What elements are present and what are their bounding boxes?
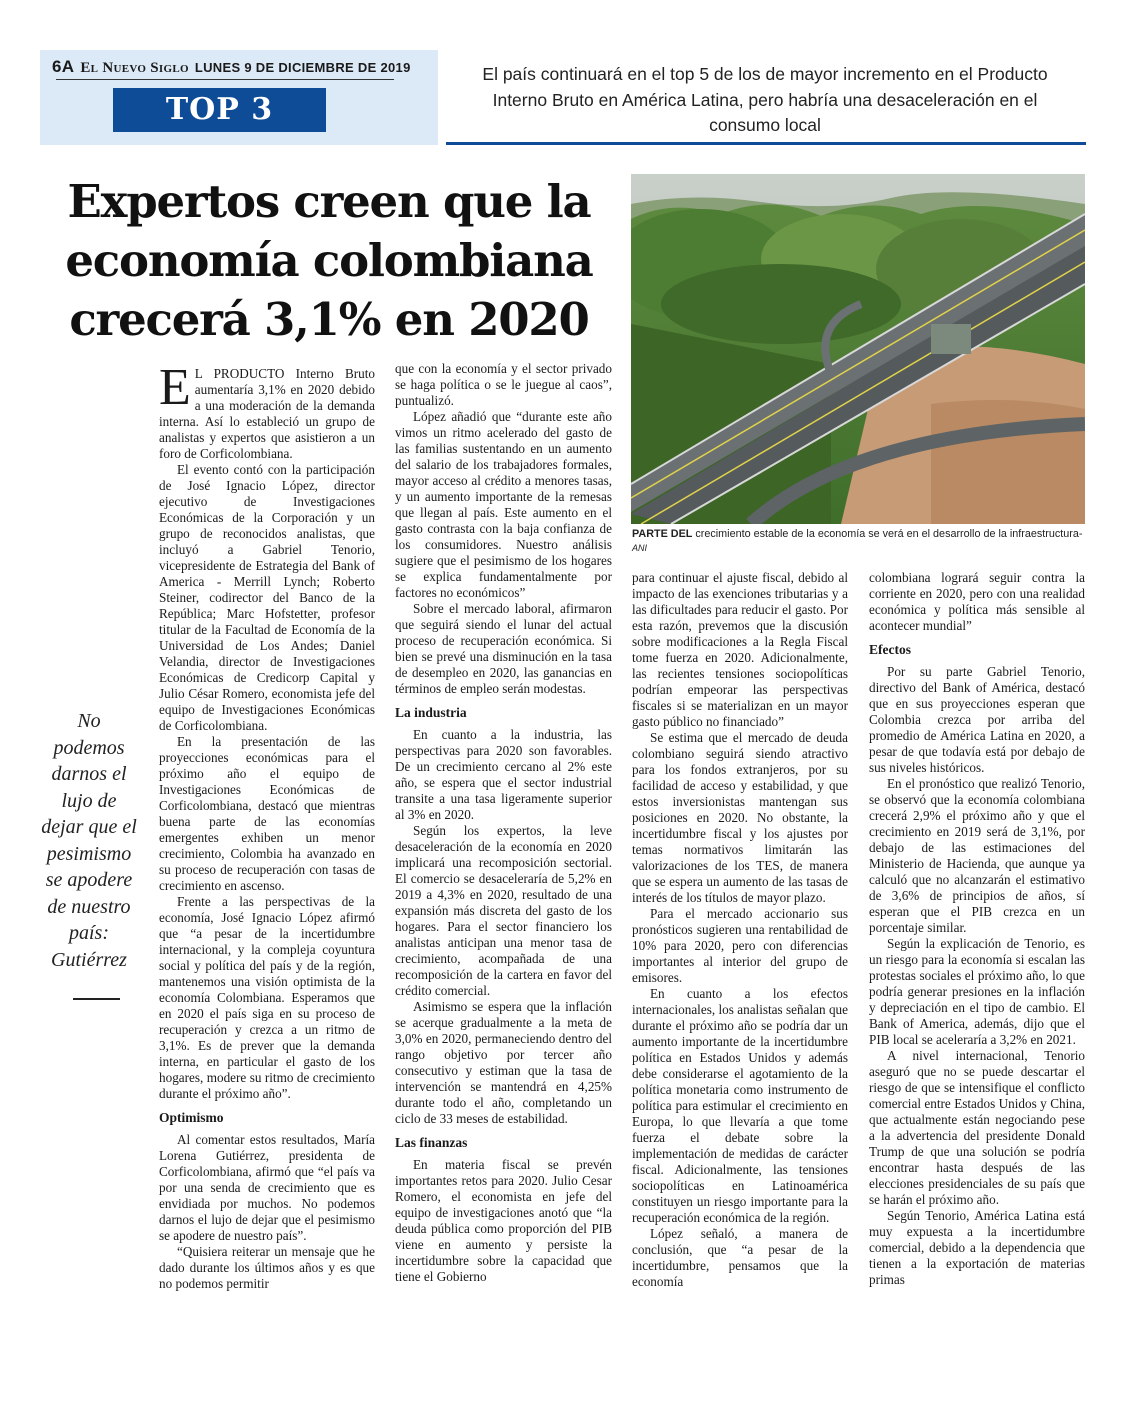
photo-credit: ANI	[632, 543, 648, 553]
folio-rule	[56, 79, 394, 80]
paragraph: López señaló, a manera de conclusión, que “a pesar de la incertidumbre, pensamos que la economía	[632, 1226, 848, 1289]
caption-lead: PARTE DEL	[632, 528, 693, 540]
paragraph: Según los expertos, la leve desaceleración de la economía en 2020 implicará una recomposición sectorial. El comercio se desaceleraría de 5,2% en 2019 a 4,3% en 2020, resultado de una expansión más discreta del gasto de los hogares. Para el sector financiero los analistas anticipan una menor tasa de crecimiento, acompañada de una recomposición de la cartera en favor del crédito comercial.	[395, 823, 612, 998]
paragraph: En materia fiscal se prevén importantes retos para 2020. Julio Cesar Romero, el economista en jefe del equipo de investigaciones anotó que “la deuda pública como proporción del PIB viene en aumento y persiste la incertidumbre sobre la capacidad que tiene el Gobierno	[395, 1157, 612, 1284]
photo-caption	[632, 527, 1084, 555]
subhead: Las finanzas	[395, 1135, 468, 1150]
paragraph-text: Interno Bruto aumentaría 3,1% en 2020 debido a una moderación de la demanda interna. Así lo estableció un grupo de analistas y expertos que asistieron a un foro de Corficolombiana.	[159, 366, 375, 461]
subhead: Optimismo	[159, 1110, 224, 1125]
paragraph: “Quisiera reiterar un mensaje que he dado durante los últimos años y es que no podemos permitir	[159, 1244, 375, 1291]
paragraph: López añadió que “durante este año vimos un ritmo acelerado del gasto de las familias sustentando en un aumento del salario de los trabajadores formales, mayor acceso al crédito a menores tasas, y un aumento importante de la remesas que llegan al país. Este aumento en el gasto contrasta con la baja confianza de los consumidores. Nuestro análisis sugiere que el pesimismo de los hogares se explica fundamentalmente por factores no económicos”	[395, 409, 612, 600]
subhead: Efectos	[869, 642, 911, 657]
newspaper-name: El Nuevo Siglo	[80, 60, 189, 76]
paragraph: Sobre el mercado laboral, afirmaron que seguirá siendo el lunar del actual proceso de recuperación económica. Si bien se prevé una disminución en la tasa de desempleo en 2020, las ganancias en términos de empleo serán modestas.	[395, 601, 612, 696]
headline: Expertos creen que la economía colombiana crecerá 3,1% en 2020	[65, 175, 593, 346]
paragraph: En la presentación de las proyecciones económicas para el próximo año el equipo de Investigaciones Económicas de Corficolombiana, destacó que mientras buena parte de las economías emergentes exhiben un menor crecimiento, Colombia ha avanzado en su proceso de recuperación con tasas de crecimiento en ascenso.	[159, 734, 375, 893]
paragraph: para continuar el ajuste fiscal, debido al impacto de las exenciones tributarias y a las dificultades para reducir el gasto. Por esta razón, prevemos que la discusión sobre modificaciones a la Regla Fiscal tome fuerza en 2020. Adicionalmente, las recientes tensiones sociopolíticas podrían empeorar las perspectivas fiscales si se materializan en un mayor gasto público no financiado”	[632, 570, 848, 729]
article-column-1	[159, 359, 375, 1292]
paragraph: Al comentar estos resultados, María Lorena Gutiérrez, presidenta de Corficolombiana, afirmó que “el país va por una senda de crecimiento que es envidiada por muchos. No podemos darnos el lujo de dejar que el pesimismo se apodere de nuestro país”.	[159, 1132, 375, 1243]
section-label: TOP 3	[113, 88, 326, 132]
paragraph: Para el mercado accionario sus pronósticos sugieren una rentabilidad de 10% para 2020, pero con diferencias importantes al interior del grupo de emisores.	[632, 906, 848, 985]
paragraph: Por su parte Gabriel Tenorio, directivo del Bank of América, destacó que en sus proyecciones esperan que Colombia crezca por arriba del promedio de América Latina en 2020, a pesar de que todavía está por debajo de sus niveles históricos.	[869, 664, 1085, 775]
drop-cap: E	[159, 359, 191, 416]
page-number: 6A	[52, 57, 75, 76]
pull-quote: No podemos darnos el lujo de dejar que el pesimismo se apodere de nuestro país: Gutiérrez	[41, 710, 137, 971]
paragraph: El evento contó con la participación de José Ignacio López, director ejecutivo de Investigaciones Económicas de la Corporación y un grupo de reconocidos analistas, que incluyó a Gabriel Tenorio, vicepresidente de Estrategia del Bank of America - Merrill Lynch; Roberto Steiner, codirector del Banco de la República; Marc Hofstetter, profesor titular de la Facultad de Economía de la Universidad de Los Andes; Daniel Velandia, director de Investigaciones Económicas de Credicorp Capital y Julio César Romero, economista jefe del equipo de Investigaciones Económicas de Corficolombiana.	[159, 462, 375, 733]
lead-in: L PRODUCTO	[194, 366, 285, 381]
issue-date: LUNES 9 DE DICIEMBRE DE 2019	[194, 60, 411, 75]
deck: El país continuará en el top 5 de los de mayor incremento en el Producto Interno Bruto en América Latina, pero habría una desaceleración en el consumo local	[482, 64, 1048, 135]
deck-rule	[446, 142, 1086, 145]
paragraph: que con la economía y el sector privado se haga política o se le juegue al caos”, puntualizó.	[395, 361, 612, 408]
paragraph	[159, 359, 375, 462]
article-column-2	[395, 361, 612, 1285]
paragraph: En cuanto a los efectos internacionales, los analistas señalan que durante el próximo año se podría dar un aumento importante de la incertidumbre política en Estados Unidos y además debe considerarse el agotamiento de la política monetaria como instrumento de política para estimular el crecimiento en Europa, lo que llevaría a que tome fuerza el debate sobre la implementación de medidas de carácter fiscal. Adicionalmente, las tensiones sociopolíticas en Latinoamérica constituyen un riesgo importante para la recuperación económica de la región.	[632, 986, 848, 1225]
folio	[52, 57, 411, 77]
article-column-3	[632, 570, 848, 1290]
paragraph: Asimismo se espera que la inflación se acerque gradualmente a la meta de 3,0% en 2020, permaneciendo dentro del rango objetivo por tercer año consecutivo y estiman que la tasa de intervención se mantendrá en 4,25% durante todo el año, completando un ciclo de 33 meses de estabilidad.	[395, 999, 612, 1126]
article-column-4	[869, 570, 1085, 1288]
paragraph: colombiana logrará seguir contra la corriente en 2020, pero con una realidad económica y política más sensible al acontecer mundial”	[869, 570, 1085, 633]
paragraph: Según la explicación de Tenorio, es un riesgo para la economía si escalan las protestas sociales el próximo año, lo que podría generar presiones en la inflación y depreciación en el tipo de cambio. El Bank of America, además, dijo que el PIB local se aceleraría a 3,2% en 2021.	[869, 936, 1085, 1047]
paragraph: Frente a las perspectivas de la economía, José Ignacio López afirmó que “a pesar de la incertidumbre internacional, y la compleja coyuntura social y política del país y de la región, mantenemos una visión optimista de la economía Colombiana. Esperamos que en 2020 el país siga en su proceso de recuperación y crezca a un ritmo de 3,1%. Es de prever que la demanda interna, en particular el gasto de los hogares, modere su ritmo de crecimiento durante el próximo año”.	[159, 894, 375, 1101]
subhead: La industria	[395, 705, 467, 720]
paragraph: Según Tenorio, América Latina está muy expuesta a la incertidumbre comercial, debido a la dependencia que tienen a la exportación de materias primas	[869, 1208, 1085, 1287]
paragraph: A nivel internacional, Tenorio aseguró que no se puede descartar el riesgo de que se intensifique el conflicto comercial entre Estados Unidos y China, que actualmente están negociando pese a la advertencia del presidente Donald Trump de que una solución se podría encontrar hasta después de las elecciones presidenciales de su país que se harán el próximo año.	[869, 1048, 1085, 1207]
highway-photo	[631, 174, 1085, 524]
pull-quote-rule	[73, 998, 120, 1000]
caption-text: crecimiento estable de la economía se verá en el desarrollo de la infraestructura-	[695, 528, 1083, 540]
paragraph: En cuanto a la industria, las perspectivas para 2020 son favorables. De un crecimiento cercano al 2% este año, se espera que el sector industrial transite a una tasa ligeramente superior al 3% en 2020.	[395, 727, 612, 822]
paragraph: En el pronóstico que realizó Tenorio, se observó que la economía colombiana crecerá 2,9% el próximo año y que el crecimiento en 2019 será de 3,1%, por debajo de las estimaciones del Ministerio de Hacienda, que aunque ya calculó que no alcanzarán el estimativo de 3,6% de principios de años, sí esperan que el PIB crezca en un porcentaje similar.	[869, 776, 1085, 935]
paragraph: Se estima que el mercado de deuda colombiano seguirá siendo atractivo para los fondos extranjeros, por su facilidad de acceso y estabilidad, y que estos inversionistas mantengan sus posiciones en 2020. No obstante, la incertidumbre fiscal y los ajustes por temas normativos limitarán las valorizaciones de los TES, de manera que se espera un aumento de las tasas de interés de los títulos de mayor plazo.	[632, 730, 848, 905]
